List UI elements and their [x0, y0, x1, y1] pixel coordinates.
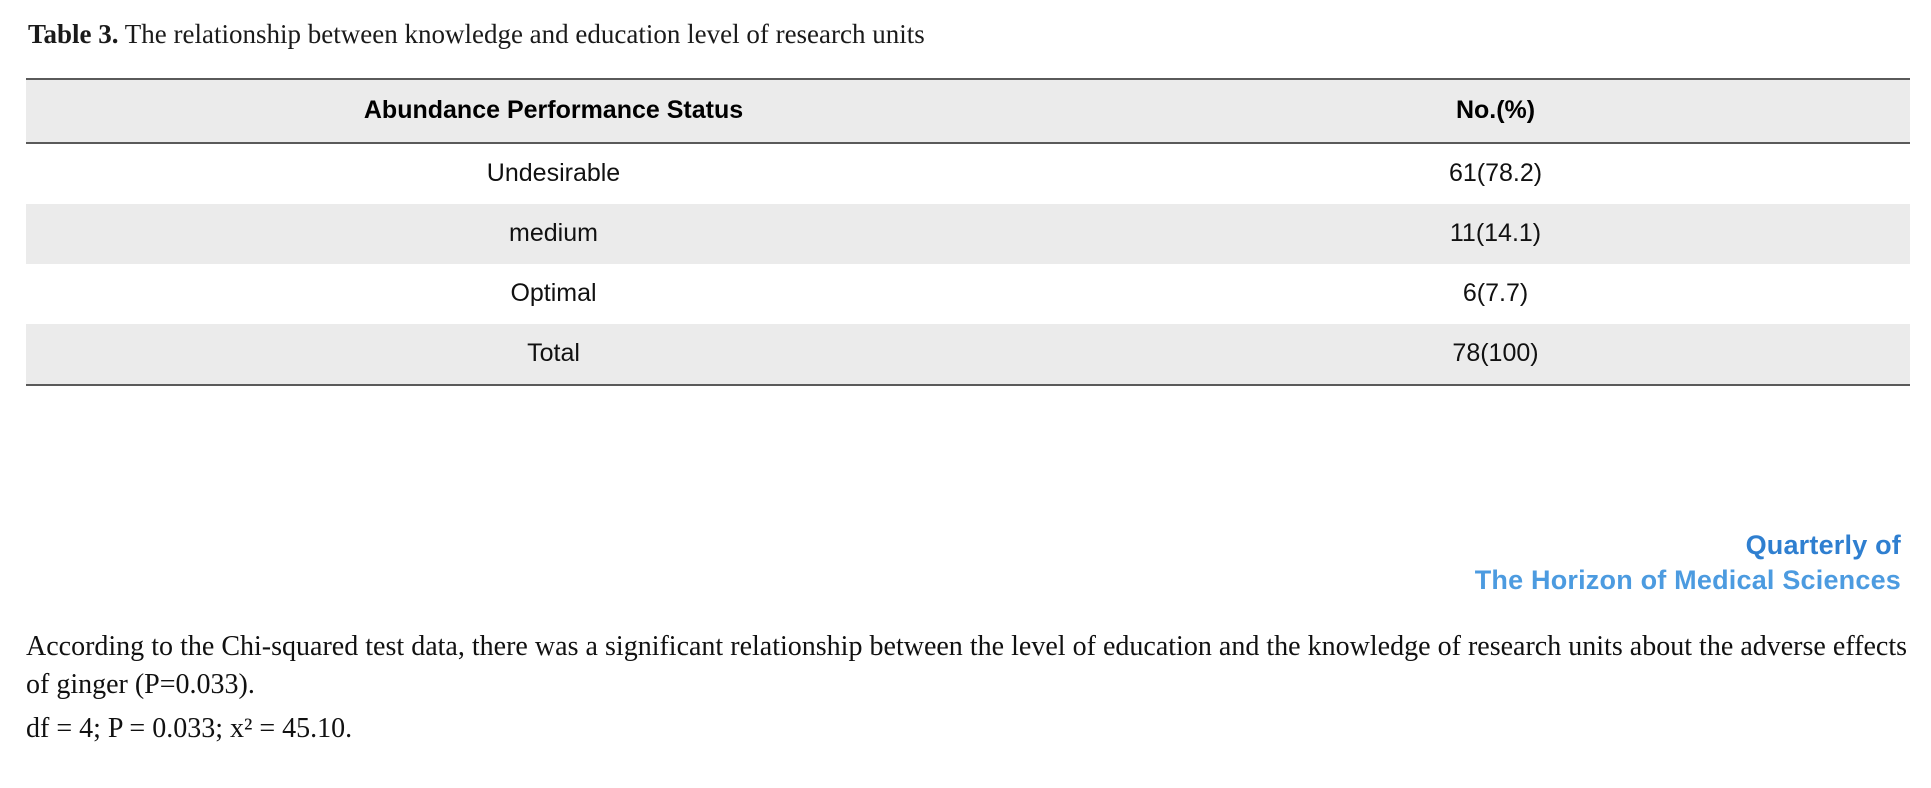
- row-value: 78(100): [1081, 324, 1910, 385]
- row-value: 11(14.1): [1449, 218, 1542, 247]
- table-header-row: [26, 79, 1910, 143]
- table-caption: [28, 18, 1907, 52]
- table-caption-label: Table 3.: [28, 19, 119, 49]
- journal-name-line1: Quarterly of: [1745, 530, 1901, 560]
- body-text-block: [26, 628, 1907, 748]
- row-label: medium: [509, 218, 598, 247]
- row-label: Optimal: [510, 278, 597, 307]
- row-value: 6(7.7): [1462, 278, 1529, 307]
- table-body: [26, 143, 1910, 385]
- table-row: [26, 324, 1910, 385]
- statistics-line: df = 4; P = 0.033; x² = 45.10.: [26, 713, 353, 745]
- table-container: [26, 78, 1905, 386]
- table-caption-text: The relationship between knowledge and education level of research units: [118, 19, 925, 49]
- knowledge-education-table: [26, 78, 1910, 386]
- journal-watermark: [1475, 528, 1901, 597]
- table-row: [26, 143, 1910, 204]
- body-paragraph: According to the Chi-squared test data, there was a significant relationship between the level of education and the knowledge of research units about the adverse effects of ginger (P=0.033).: [26, 631, 1907, 701]
- column-header-number: No.(%): [1081, 79, 1910, 143]
- row-label: Total: [26, 324, 1081, 385]
- table-row: [26, 264, 1910, 324]
- table-row: [26, 204, 1910, 264]
- journal-name-line2: The Horizon of Medical Sciences: [1474, 564, 1901, 595]
- row-value: 61(78.2): [1448, 158, 1543, 187]
- row-label: Undesirable: [486, 158, 621, 187]
- column-header-status: Abundance Performance Status: [26, 79, 1081, 143]
- table-head: [26, 79, 1910, 143]
